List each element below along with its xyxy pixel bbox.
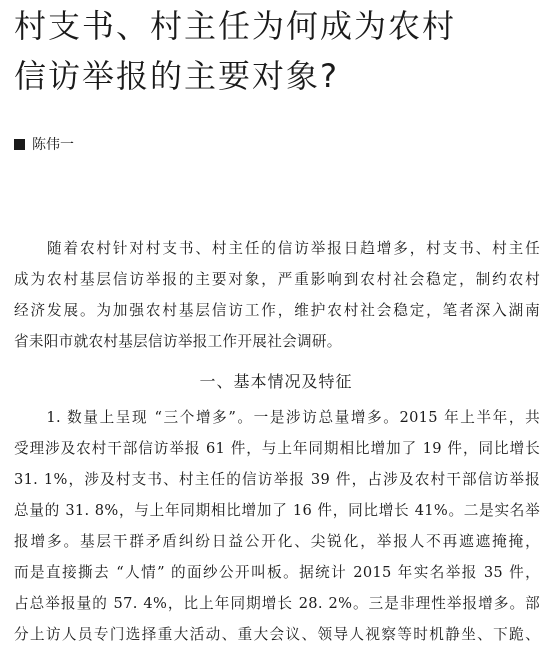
- intro-paragraph: [14, 233, 540, 357]
- intro-line: 省耒阳市就农村基层信访举报工作开展社会调研。: [14, 333, 342, 350]
- body-line: 总量的 31. 8%，与上年同期相比增加了 16 件，同比增长 41%。二是实名举: [14, 502, 540, 519]
- black-square-icon: [14, 139, 25, 150]
- body-line: 占总举报量的 57. 4%，比上年同期增长 28. 2%。三是非理性举报增多。部: [14, 595, 540, 612]
- author-name: 陈伟一: [32, 137, 74, 153]
- body-line: 分上访人员专门选择重大活动、重大会议、领导人视察等时机静坐、下跪、: [14, 626, 540, 643]
- intro-line: 经济发展。为加强农村基层信访工作，维护农村社会稳定，笔者深入湖南: [14, 302, 540, 319]
- body-line: 受理涉及农村干部信访举报 61 件，与上年同期相比增加了 19 件，同比增长: [14, 440, 540, 457]
- article-title-line-2: 信访举报的主要对象?: [14, 57, 339, 95]
- body-paragraph: [14, 402, 540, 650]
- body-line: 1. 数量上呈现 “三个增多”。一是涉访总量增多。2015 年上半年，共: [14, 409, 540, 426]
- body-line: 报增多。基层干群矛盾纠纷日益公开化、尖锐化，举报人不再遮遮掩掩，: [14, 533, 540, 550]
- intro-line: 成为农村基层信访举报的主要对象，严重影响到农村社会稳定，制约农村: [14, 271, 540, 288]
- author-byline: [14, 135, 74, 153]
- body-line: 而是直接撕去 “人情” 的面纱公开叫板。据统计 2015 年实名举报 35 件，: [14, 564, 540, 581]
- section-heading: 一、基本情况及特征: [199, 372, 353, 391]
- article-title-line-1: 村支书、村主任为何成为农村: [14, 7, 457, 45]
- body-line: 31. 1%，涉及村支书、村主任的信访举报 39 件，占涉及农村干部信访举报: [14, 471, 540, 488]
- intro-line: 随着农村针对村支书、村主任的信访举报日趋增多，村支书、村主任: [14, 240, 540, 257]
